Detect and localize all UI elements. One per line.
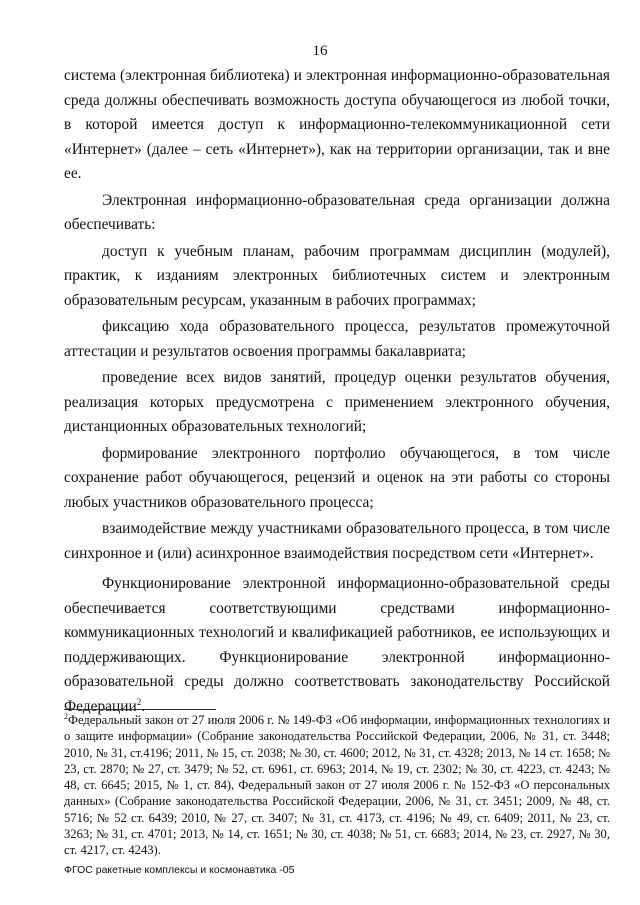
- list-item-interaction: взаимодействие между участниками образовательного процесса, в том числе синхронное и (или) асинхронное взаимодействия посредством сети «Интернет».: [64, 520, 610, 562]
- paragraph-eios-requirements: Электронная информационно-образовательная среда организации должна обеспечивать:: [64, 191, 610, 233]
- list-item-portfolio: формирование электронного портфолио обучающегося, в том числе сохранение работ обучающегося, рецензий и оценок на эти работы со стороны любых участников образовательного процесса;: [64, 444, 610, 511]
- page-number: 16: [312, 43, 328, 59]
- paragraph-functioning: Функционирование электронной информационно-образовательной среды обеспечивается соответствующими средствами информационно-коммуникационных технологий и квалификацией работников, ее использующих и поддерживающих. Функционирование электронной информационно-образовательной среды должно соответствовать законодательству Российской Федерации$^2$.: [64, 575, 610, 715]
- footnote-reference: 2: [136, 696, 142, 707]
- list-item-process-recording: фиксацию хода образовательного процесса, результатов промежуточной аттестации и результатов освоения программы бакалавриата;: [64, 318, 610, 360]
- paragraph-functioning-text: Функционирование электронной информационно-образовательной среды обеспечивается соответствующими средствами информационно-коммуникационных технологий и квалификацией работников, ее использующих и поддерживающих. Функционирование электронной информационно-образовательной среды должно соответствовать законодательству Российской Федерации: [64, 575, 610, 715]
- page-footer: ФГОС ракетные комплексы и космонавтика -05: [64, 864, 295, 876]
- footnote-marker: 2: [64, 711, 68, 721]
- footnote-text: Федеральный закон от 27 июля 2006 г. № 149-ФЗ «Об информации, информационных технологиях и о защите информации» (Собрание законодательства Российской Федерации, 2006, № 31, ст. 3448; 2010, № 31, ст.4196; 2011, № 15, ст. 2038; № 30, ст. 4600; 2012, № 31, ст. 4328; 2013, № 14 ст. 1658; № 23, ст. 2870; № 27, ст. 3479; № 52, ст. 6961, ст. 6963; 2014, № 19, ст. 2302; № 30, ст. 4223, ст. 4243; № 48, ст. 6645; 2015, № 1, ст. 84), Федеральный закон от 27 июля 2006 г. № 152-ФЗ «О персональных данных» (Собрание законодательства Российской Федерации, 2006, № 31, ст. 3451; 2009, № 48, ст. 5716; № 52 ст. 6439; 2010, № 27, ст. 3407; № 31, ст. 4173, ст. 4196; № 49, ст. 6409; 2011, № 23, ст. 3263; № 31, ст. 4701; 2013, № 14, ст. 1651; № 30, ст. 4038; № 51, ст. 6683; 2014, № 23, ст. 2927, № 30, ст. 4217, ст. 4243).: [64, 713, 610, 858]
- paragraph-access-continuation: система (электронная библиотека) и электронная информационно-образовательная среда должны обеспечивать возможность доступа обучающегося из любой точки, в которой имеется доступ к информационно-телекоммуникационной сети «Интернет» (далее – сеть «Интернет»), как на территории организации, так и вне ее.: [64, 67, 610, 182]
- footnote-separator: [64, 709, 216, 710]
- footnote: [64, 712, 610, 859]
- list-item-curricula-access: доступ к учебным планам, рабочим программам дисциплин (модулей), практик, к изданиям электронных библиотечных систем и электронным образовательным ресурсам, указанным в рабочих программах;: [64, 242, 610, 309]
- list-item-conducting-classes: проведение всех видов занятий, процедур оценки результатов обучения, реализация которых предусмотрена с применением электронного обучения, дистанционных образовательных технологий;: [64, 369, 610, 435]
- body-text: [64, 64, 610, 721]
